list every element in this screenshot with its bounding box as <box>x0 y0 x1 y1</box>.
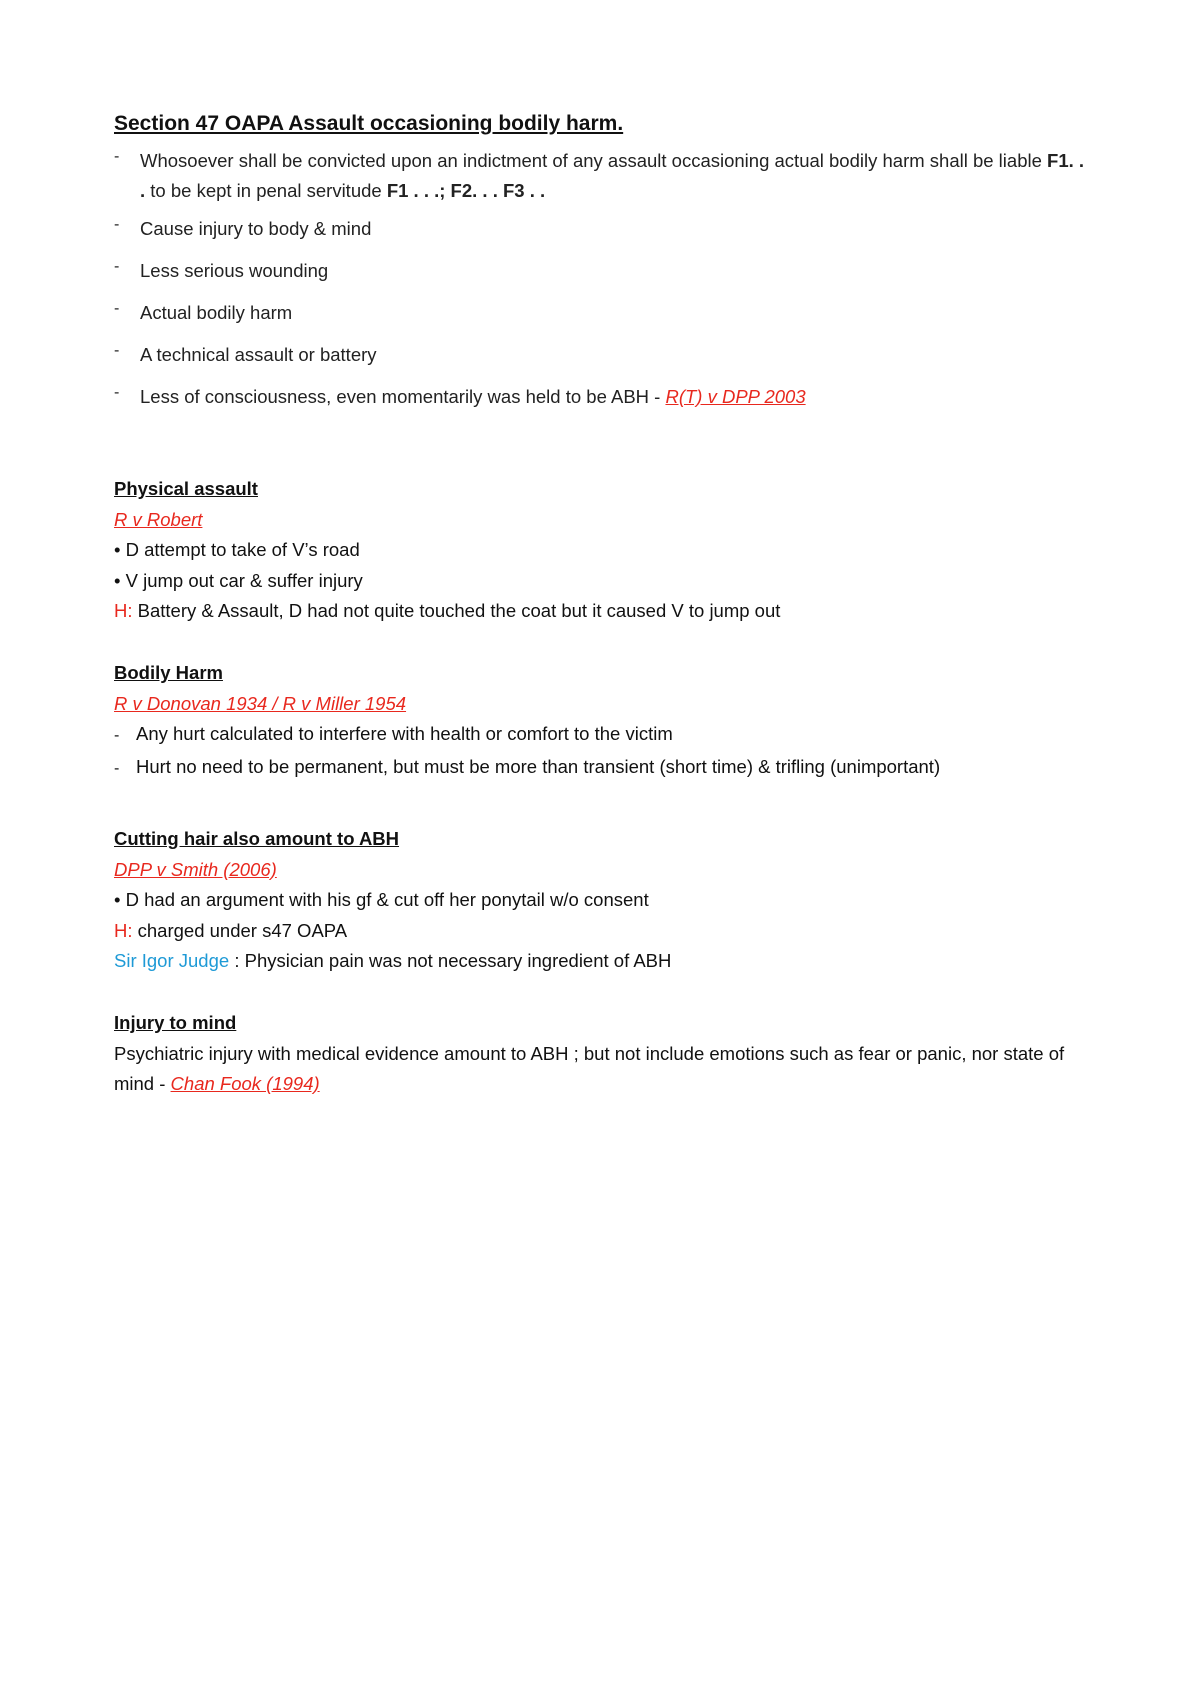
section-bodily-harm <box>114 658 1094 784</box>
list-item <box>114 256 1094 286</box>
list-item <box>114 298 1094 328</box>
held-label: H: <box>114 600 133 621</box>
page-title: Section 47 OAPA Assault occasioning bodily harm. <box>114 112 624 135</box>
judge-label: Sir Igor Judge <box>114 950 230 971</box>
dash-marker: - <box>114 148 120 165</box>
judge-line <box>114 946 1094 977</box>
dash-marker: - <box>114 342 120 359</box>
intro-list <box>114 146 1094 412</box>
section-heading: Bodily Harm <box>114 662 223 683</box>
bullet-item: • D attempt to take of V’s road <box>114 539 360 560</box>
held-line <box>114 916 1094 947</box>
list-item-text: to be kept in penal servitude <box>145 180 387 201</box>
list-item <box>114 752 1094 785</box>
section-heading: Physical assault <box>114 478 258 499</box>
case-citation-link[interactable]: Chan Fook (1994) <box>170 1073 320 1094</box>
case-citation-link[interactable]: DPP v Smith (2006) <box>114 858 277 880</box>
section-heading: Cutting hair also amount to ABH <box>114 828 400 849</box>
dash-marker: - <box>114 727 120 744</box>
bullet-item: • D had an argument with his gf & cut off her ponytail w/o consent <box>114 889 649 910</box>
dash-marker: - <box>114 216 120 233</box>
dash-marker: - <box>114 258 120 275</box>
list-item <box>114 382 1094 412</box>
list-item <box>114 214 1094 244</box>
held-label: H: <box>114 919 133 941</box>
list-item-bold: F1. . . <box>140 150 1085 201</box>
bullet-item: • V jump out car & suffer injury <box>114 569 363 591</box>
list-item-bold: F1 . . .; F2. . . F3 . . <box>386 180 546 201</box>
list-item-text: A technical assault or battery <box>140 344 377 365</box>
list-item <box>114 146 1094 206</box>
list-item-text: Whosoever shall be convicted upon an indictment of any assault occasioning actual bodily harm shall be liable <box>140 150 1048 171</box>
dash-marker: - <box>114 300 120 317</box>
list-item-text: Any hurt calculated to interfere with health or comfort to the victim <box>136 723 673 744</box>
section-cutting-hair <box>114 824 1094 977</box>
section-injury-to-mind <box>114 1008 1094 1100</box>
list-item-text: Less serious wounding <box>140 260 329 281</box>
case-citation-link[interactable]: R(T) v DPP 2003 <box>665 386 806 407</box>
held-text: Battery & Assault, D had not quite touched the coat but it caused V to jump out <box>132 600 781 621</box>
list-item-text: Cause injury to body & mind <box>140 218 372 239</box>
case-citation-link[interactable]: R v Robert <box>114 508 203 530</box>
section-physical-assault <box>114 474 1094 627</box>
case-citation-link[interactable]: R v Donovan 1934 / R v Miller 1954 <box>114 692 407 714</box>
paragraph <box>114 1039 1094 1100</box>
list-item-text: Less of consciousness, even momentarily was held to be ABH - <box>140 386 666 407</box>
list-item-text: Actual bodily harm <box>140 302 293 323</box>
list-item <box>114 719 1094 752</box>
dash-marker: - <box>114 759 120 777</box>
list-item-text: Hurt no need to be permanent, but must be more than transient (short time) & trifling (unimportant) <box>136 755 941 777</box>
list-item <box>114 340 1094 370</box>
judge-text: : Physician pain was not necessary ingredient of ABH <box>229 950 672 971</box>
section-heading: Injury to mind <box>114 1012 237 1033</box>
held-line <box>114 596 1094 627</box>
held-text: charged under s47 OAPA <box>132 919 348 941</box>
dash-marker: - <box>114 384 120 401</box>
paragraph-text: Psychiatric injury with medical evidence amount to ABH ; but not include emotions such as fear or panic, nor state of mind - <box>114 1042 1065 1094</box>
